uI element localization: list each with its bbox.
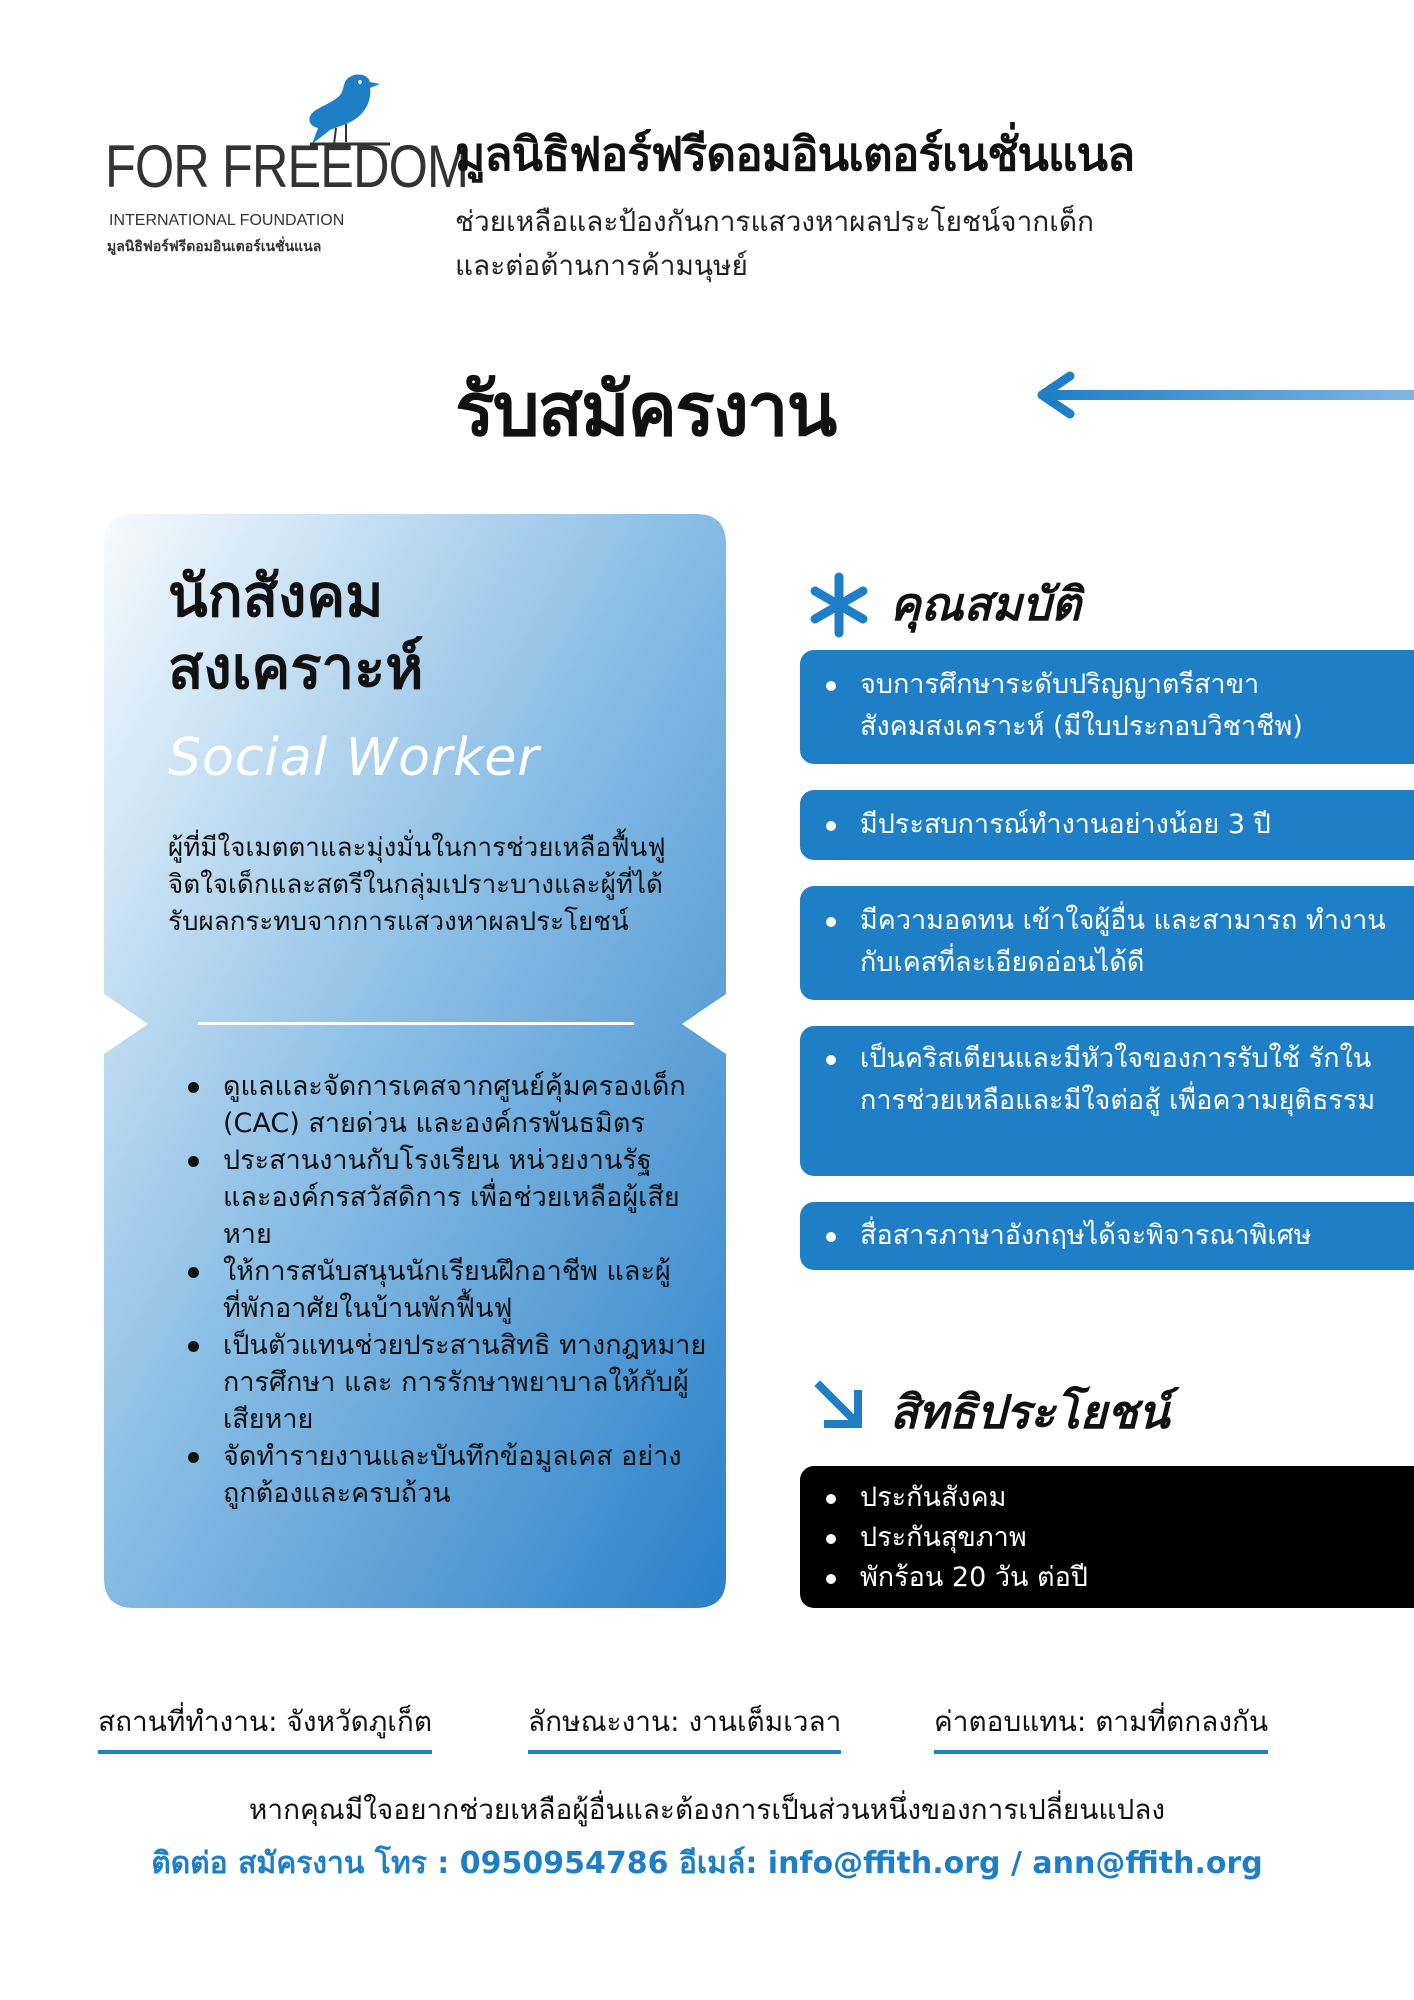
benefit-item: ประกันสุขภาพ [860,1518,1394,1558]
duty-item: เป็นตัวแทนช่วยประสานสิทธิ ทางกฎหมาย การศึกษา และ การรักษาพยาบาลให้กับผู้เสียหาย [168,1327,708,1438]
logo-subtitle-th: มูลนิธิฟอร์ฟรีดอมอินเตอร์เนชั่นแนล [107,239,322,255]
mission-line-2: และต่อต้านการค้ามนุษย์ [455,249,748,282]
qualification-item [800,790,1414,860]
qualification-text: สื่อสารภาษาอังกฤษได้จะพิจารณาพิเศษ [860,1215,1394,1257]
org-name: มูลนิธิฟอร์ฟรีดอมอินเตอร์เนชั่นแนล [455,127,1135,181]
hiring-title: รับสมัครงาน [455,367,836,453]
qualification-item [800,886,1414,1000]
job-title-line-1: นักสังคม [168,562,384,630]
logo-wordmark: FOR FREEDOM [105,133,469,200]
asterisk-icon [806,572,872,638]
qualification-text: เป็นคริสเตียนและมีหัวใจของการรับใช้ รักในการช่วยเหลือและมีใจต่อสู้ เพื่อความยุติธรรม [860,1038,1394,1122]
logo [105,70,469,260]
qualifications-title: คุณสมบัติ [890,577,1081,631]
job-title-line-2: สงเคราะห์ [168,634,424,702]
duty-item: ให้การสนับสนุนนักเรียนฝึกอาชีพ และผู้ที่พักอาศัยในบ้านพักฟื้นฟู [168,1253,708,1327]
qualification-item [800,1202,1414,1270]
qualification-item [800,1026,1414,1176]
qualification-text: มีความอดทน เข้าใจผู้อื่น และสามารถ ทำงานกับเคสที่ละเอียดอ่อนได้ดี [860,900,1394,984]
benefit-item: ประกันสังคม [860,1478,1394,1518]
job-description: ผู้ที่มีใจเมตตาและมุ่งมั่นในการช่วยเหลือฟื้นฟูจิตใจเด็กและสตรีในกลุ่มเปราะบางและผู้ที่ได้รับผลกระทบจากการแสวงหาผลประโยชน์ [168,833,666,937]
tagline: หากคุณมีใจอยากช่วยเหลือผู้อื่นและต้องการเป็นส่วนหนึ่งของการเปลี่ยนแปลง [248,1793,1166,1826]
duty-item: ดูแลและจัดการเคสจากศูนย์คุ้มครองเด็ก (CAC) สายด่วน และองค์กรพันธมิตร [168,1068,708,1142]
duty-item: จัดทำรายงานและบันทึกข้อมูลเคส อย่างถูกต้องและครบถ้วน [168,1438,708,1512]
qualification-text: จบการศึกษาระดับปริญญาตรีสาขา สังคมสงเคราะห์ (มีใบประกอบวิชาชีพ) [860,664,1394,748]
benefit-item: พักร้อน 20 วัน ต่อปี [860,1558,1394,1598]
arrow-left-icon [1030,370,1414,420]
mission-line-1: ช่วยเหลือและป้องกันการแสวงหาผลประโยชน์จากเด็ก [455,205,1094,238]
benefits-list [800,1466,1414,1608]
job-type: ลักษณะงาน: งานเต็มเวลา [528,1700,841,1754]
arrow-down-right-icon [812,1378,866,1432]
job-title [168,560,423,704]
logo-subtitle-en: INTERNATIONAL FOUNDATION [109,212,345,229]
contact-info: ติดต่อ สมัครงาน โทร : 0950954786 อีเมล์: info@ffith.org / ann@ffith.org [151,1846,1263,1881]
qualification-text: มีประสบการณ์ทำงานอย่างน้อย 3 ปี [860,804,1394,846]
benefits-title: สิทธิประโยชน์ [890,1385,1170,1439]
duties-list [168,1068,708,1512]
salary-info: ค่าตอบแทน: ตามที่ตกลงกัน [934,1700,1268,1754]
job-title-en: Social Worker [168,728,540,788]
work-location: สถานที่ทำงาน: จังหวัดภูเก็ต [98,1700,432,1754]
duty-item: ประสานงานกับโรงเรียน หน่วยงานรัฐ และองค์กรสวัสดิการ เพื่อช่วยเหลือผู้เสียหาย [168,1142,708,1253]
card-divider [198,1022,634,1025]
qualification-item [800,650,1414,764]
